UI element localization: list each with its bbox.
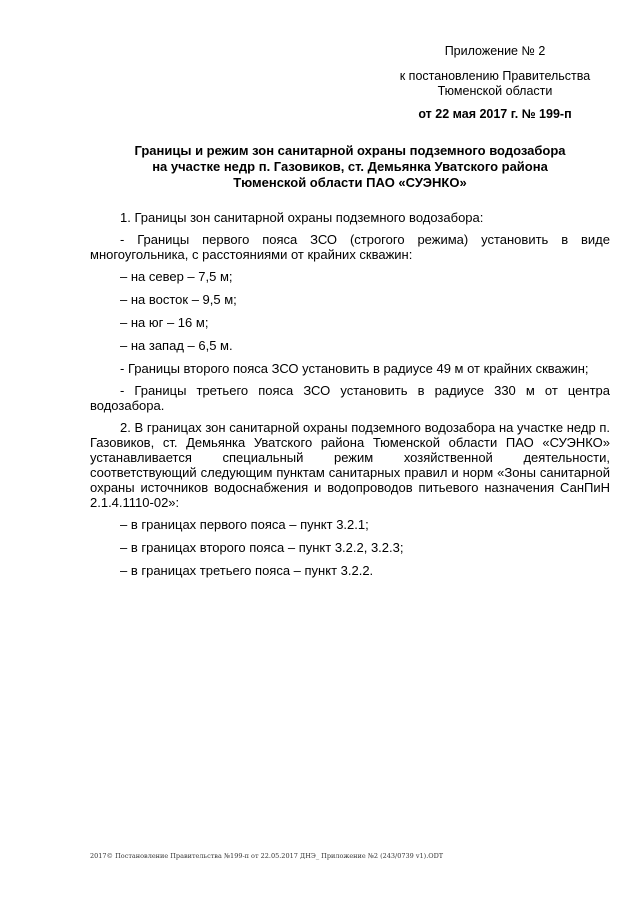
list-item-south: – на юг – 16 м;	[120, 315, 209, 330]
first-zone-paragraph: - Границы первого пояса ЗСО (строгого режима) установить в виде многоугольника, с расстояниями от крайних скважин:	[90, 232, 610, 262]
second-zone-paragraph: - Границы второго пояса ЗСО установить в радиусе 49 м от крайних скважин;	[120, 361, 589, 376]
section-1-heading: 1. Границы зон санитарной охраны подземного водозабора:	[120, 210, 484, 225]
section-2-paragraph: 2. В границах зон санитарной охраны подземного водозабора на участке недр п. Газовиков, ст. Демьянка Уватского района Тюменской области ПАО «СУЭНКО» устанавливается специальный режим хозяйственной деятельности, соответствующий следующим пунктам санитарных правил и норм «Зоны санитарной охраны источников водоснабжения и водопроводов питьевого назначения СанПиН 2.1.4.1110-02»:	[90, 420, 610, 510]
document-title-line2: на участке недр п. Газовиков, ст. Демьянка Уватского района	[152, 159, 548, 174]
appendix-date: от 22 мая 2017 г. № 199-п	[418, 107, 572, 121]
appendix-title: Приложение № 2	[444, 44, 546, 58]
list-item-third-zone-rule: – в границах третьего пояса – пункт 3.2.2.	[120, 563, 374, 578]
list-item-first-zone-rule: – в границах первого пояса – пункт 3.2.1;	[120, 517, 369, 532]
list-item-west: – на запад – 6,5 м.	[120, 338, 233, 353]
document-title-line1: Границы и режим зон санитарной охраны подземного водозабора	[134, 143, 566, 158]
list-item-east: – на восток – 9,5 м;	[120, 292, 237, 307]
list-item-second-zone-rule: – в границах второго пояса – пункт 3.2.2, 3.2.3;	[120, 540, 404, 555]
third-zone-paragraph: - Границы третьего пояса ЗСО установить в радиусе 330 м от центра водозабора.	[90, 383, 610, 413]
file-footer: 2017© Постановление Правительства №199-п от 22.05.2017 ДНЭ_ Приложение №2 (243/0739 v1).ODT	[90, 852, 444, 860]
appendix-reference-line2: Тюменской области	[437, 84, 553, 98]
document-body	[90, 210, 610, 586]
list-item-north: – на север – 7,5 м;	[120, 269, 233, 284]
document-title-line3: Тюменской области ПАО «СУЭНКО»	[233, 175, 467, 190]
document-title	[100, 143, 600, 191]
appendix-reference-line1: к постановлению Правительства	[399, 69, 591, 83]
